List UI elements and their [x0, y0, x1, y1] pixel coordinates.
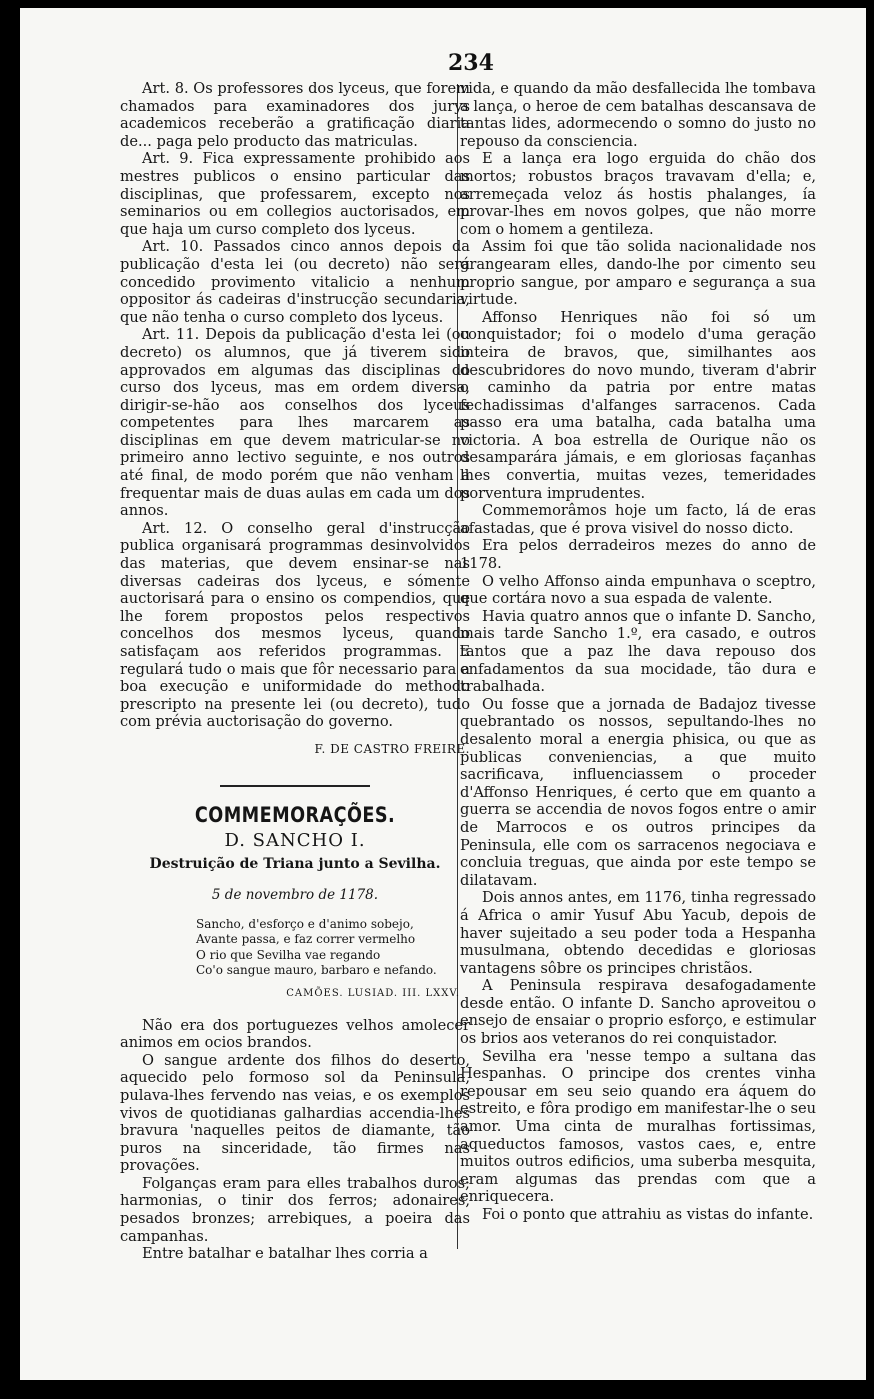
section-divider [220, 785, 370, 787]
body-paragraph: Folganças eram para elles trabalhos duros; harmonias, o tinir dos ferros; adonaires, pesados bronzes; arrebiques, a poeira das campanhas. [120, 1174, 470, 1245]
event-date: 5 de novembro de 1178. [211, 887, 379, 904]
right-column [460, 80, 816, 1224]
body-paragraph: Commemorâmos hoje um facto, lá de eras afastadas, que é prova visivel do nosso dicto. [460, 502, 816, 537]
verse-line: O rio que Sevilha vae regando [196, 947, 381, 962]
event-title: Destruição de Triana junto a Sevilha. [149, 855, 441, 872]
body-paragraph: E a lança era logo erguida do chão dos mortos; robustos braços travavam d'ella; e, arremeçada veloz ás hostis phalanges, ía provar-lhes em novos golpes, que não morre com o homem a gentileza. [460, 150, 816, 238]
section-title: COMMEMORAÇÕES. [194, 802, 396, 827]
body-paragraph: Entre batalhar e batalhar lhes corria a [142, 1245, 428, 1263]
article-10: Art. 10. Passados cinco annos depois da publicação d'esta lei (ou decreto) não será concedido provimento vitalicio a nenhum oppositor ás cadeiras d'instrucção secundaria, que não tenha o curso completo dos lyceus. [120, 238, 470, 326]
article-11: Art. 11. Depois da publicação d'esta lei (ou decreto) os alumnos, que já tiverem sido approvados em algumas das disciplinas do curso dos lyceus, mas em ordem diversa, dirigir-se-hão aos conselhos dos lyceus competentes para lhes marcarem as disciplinas em que devem matricular-se no primeiro anno lectivo seguinte, e nos outros até final, de modo porém que não venham a frequentar mais de duas aulas em cada um dos annos. [120, 326, 470, 520]
epigraph-verse [196, 917, 470, 979]
signature: F. DE CASTRO FREIRE. [314, 741, 470, 756]
body-paragraph: Affonso Henriques não foi só um conquistador; foi o modelo d'uma geração inteira de bravos, que, similhantes aos descubridores do novo mundo, tiveram d'abrir o caminho da patria por entre matas fechadissimas d'alfanges sarracenos. Cada passo era uma batalha, cada batalha uma victoria. A boa estrella de Ourique não os desamparára jámais, e em gloriosas façanhas lhes convertia, muitas vezes, temeridades porventura imprudentes. [460, 308, 816, 502]
body-paragraph: O velho Affonso ainda empunhava o sceptro, que cortára novo a sua espada de valente. [460, 572, 816, 608]
left-column [120, 80, 470, 1263]
verse-source: CAMÕES. LUSIAD. III. LXXV. [286, 987, 460, 999]
body-paragraph: Era pelos derradeiros mezes do anno de 1178. [460, 537, 816, 573]
newspaper-page [20, 8, 866, 1380]
body-paragraph: Dois annos antes, em 1176, tinha regressado á Africa o amir Yusuf Abu Yacub, depois de haver sujeitado a seu poder toda a Hespanha musulmana, obtendo decedidas e gloriosas vantagens sôbre os principes christãos. [460, 889, 816, 977]
body-paragraph: Ou fosse que a jornada de Badajoz tivesse quebrantado os nossos, sepultando-lhes no desalento moral a energia phisica, ou que as publicas conveniencias, a que muito sacrificava, influenciassem o proceder d'Affonso Henriques, é certo que em quanto a guerra se accendia de novos fogos entre o amir de Marrocos e os outros principes da Peninsula, elle com os sarracenos negociava e concluia treguas, que ainda por este tempo se dilatavam. [460, 695, 816, 889]
body-paragraph: vida, e quando da mão desfallecida lhe tombava a lança, o heroe de cem batalhas descansava de tantas lides, adormecendo o somno do justo no repouso da consciencia. [460, 80, 816, 150]
page-number: 234 [448, 50, 494, 76]
article-12: Art. 12. O conselho geral d'instrucção publica organisará programmas desinvolvidos das materias, que devem ensinar-se nas diversas cadeiras dos lyceus, e sómente auctorisará para o ensino os compendios, que lhe forem propostos pelos respectivos concelhos dos mesmos lyceus, quando satisfaçam aos referidos programmas. E regulará tudo o mais que fôr necessario para a boa execução e uniformidade do methodo prescripto na presente lei (ou decreto), tudo com prévia auctorisação do governo. [120, 519, 470, 731]
article-8: Art. 8. Os professores dos lyceus, que forem chamados para examinadores dos jurys academicos receberão a gratificação diaria de... paga pelo producto das matriculas. [120, 80, 470, 150]
article-9: Art. 9. Fica expressamente prohibido aos mestres publicos o ensino particular das disciplinas, que professarem, excepto nos seminarios ou em collegios auctorisados, em que haja um curso completo dos lyceus. [120, 150, 470, 238]
subject-title: D. SANCHO I. [224, 830, 366, 852]
verse-line: Co'o sangue mauro, barbaro e nefando. [196, 963, 437, 978]
body-paragraph: Assim foi que tão solida nacionalidade nos grangearam elles, dando-lhe por cimento seu proprio sangue, por amparo e segurança a sua virtude. [460, 238, 816, 309]
body-paragraph: O sangue ardente dos filhos do deserto, aquecido pelo formoso sol da Peninsula, pulava-lhes fervendo nas veias, e os exemplos vivos de quotidianas galhardias accendia-lhes bravura 'naquelles peitos de diamante, tão puros na sinceridade, tão firmes nas provações. [120, 1051, 470, 1175]
body-paragraph: Havia quatro annos que o infante D. Sancho, mais tarde Sancho 1.º, era casado, e outros tantos que a paz lhe dava repouso dos enfadamentos da sua mocidade, tão dura e trabalhada. [460, 607, 816, 696]
verse-line: Avante passa, e faz correr vermelho [196, 932, 416, 947]
verse-line: Sancho, d'esforço e d'animo sobejo, [196, 916, 414, 931]
body-paragraph: Não era dos portuguezes velhos amolecer animos em ocios brandos. [120, 1016, 470, 1052]
body-paragraph: Foi o ponto que attrahiu as vistas do infante. [482, 1206, 814, 1223]
body-paragraph: A Peninsula respirava desafogadamente desde então. O infante D. Sancho aproveitou o ensejo de ensaiar o proprio esforço, e estimular os brios aos veteranos do rei conquistador. [460, 977, 816, 1048]
body-paragraph: Sevilha era 'nesse tempo a sultana das Hespanhas. O principe dos crentes vinha repousar em seu seio quando era áquem do estreito, e fôra prodigo em manifestar-lhe o seu amor. Uma cinta de muralhas fortissimas, aqueductos famosos, vastos caes, e, entre muitos outros edificios, uma suberba mesquita, eram algumas das prendas com que a enriquecera. [460, 1047, 816, 1206]
